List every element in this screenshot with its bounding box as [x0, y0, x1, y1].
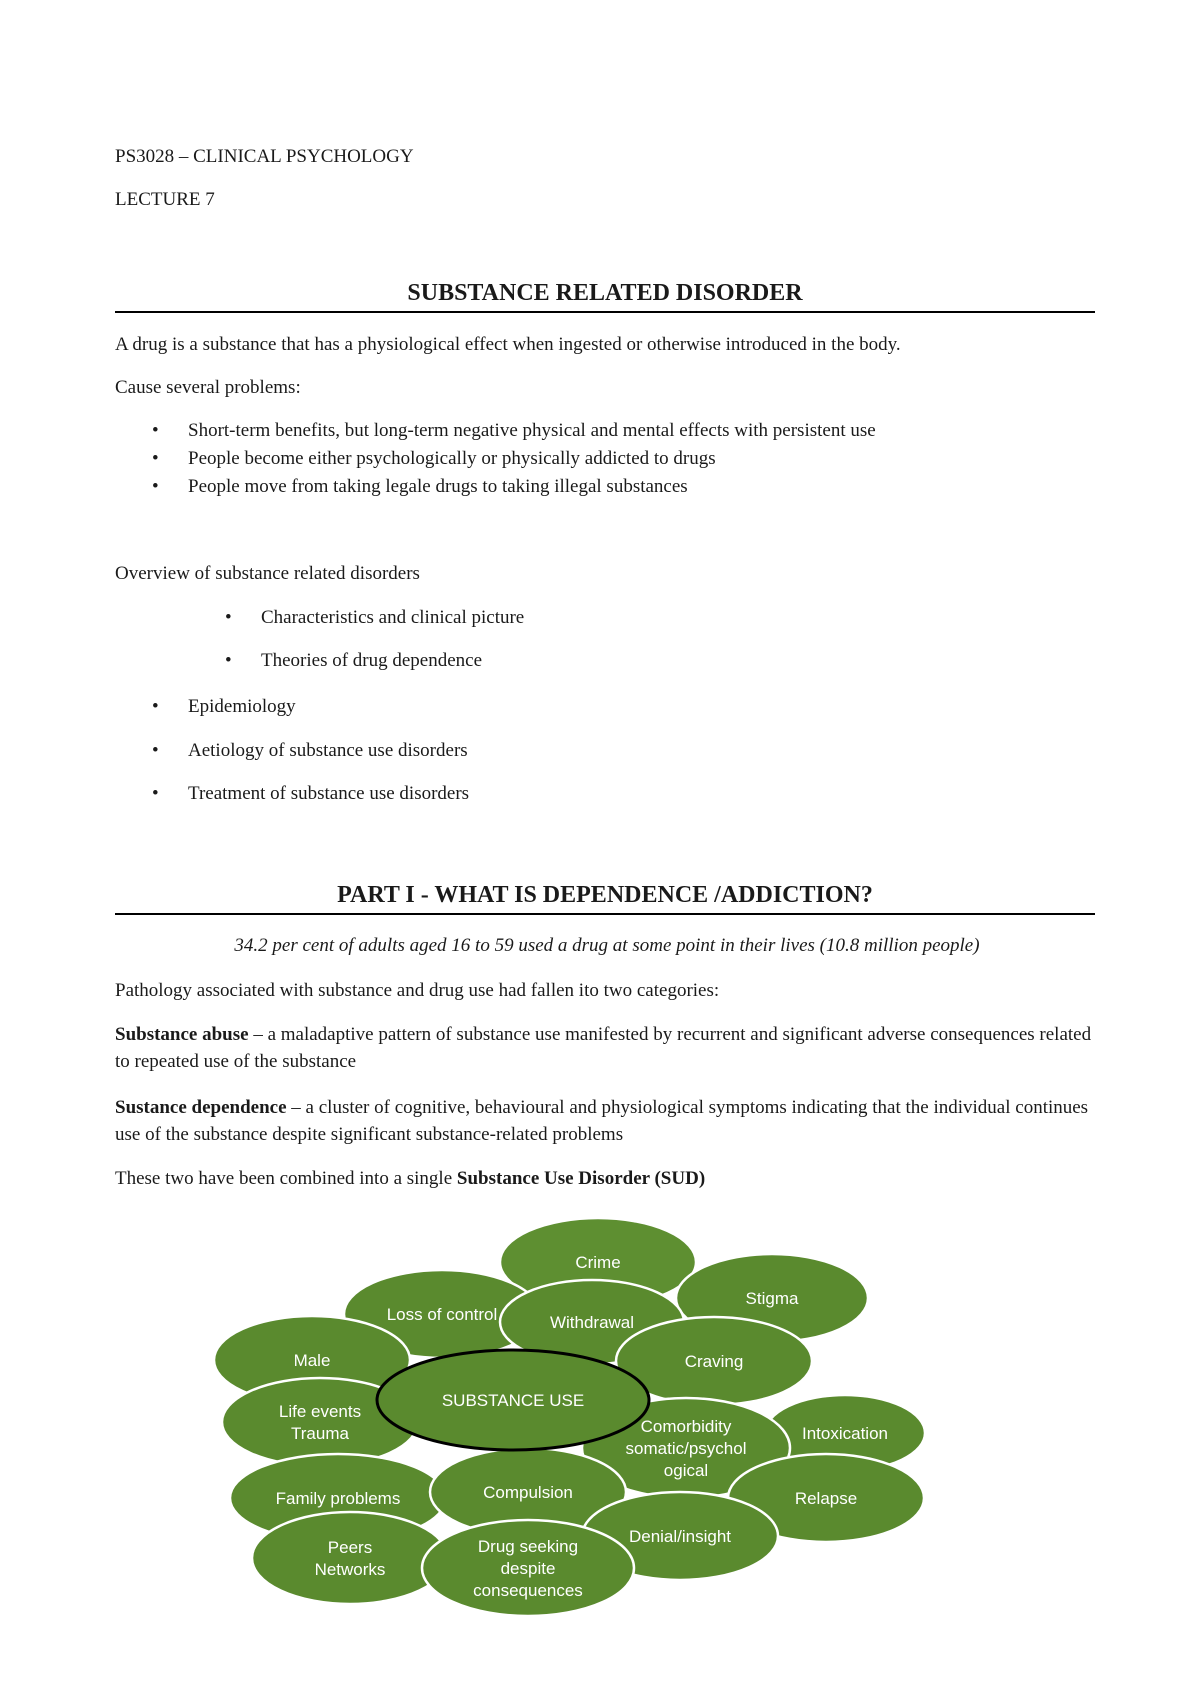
problem-item: Short-term benefits, but long-term negative physical and mental effects with persistent use	[188, 420, 876, 441]
node-compulsion-label: Compulsion	[483, 1483, 573, 1502]
node-stigma-label: Stigma	[745, 1289, 799, 1308]
lecture-label: LECTURE 7	[115, 189, 215, 210]
node-relapse-label: Relapse	[794, 1489, 858, 1508]
node-comorbidity-label: ogical	[663, 1461, 709, 1480]
center-node-label: SUBSTANCE USE	[441, 1391, 585, 1410]
substance-dependence-definition: – a cluster of cognitive, behavioural and physiological symptoms indicating that the individual continues use of the substance despite significant substance-related problems	[115, 1097, 1089, 1145]
node-craving-label: Craving	[684, 1352, 744, 1371]
node-comorbidity-label: somatic/psychol	[625, 1439, 747, 1458]
bullet-dot: •	[152, 696, 159, 717]
overview-sub-item: Characteristics and clinical picture	[261, 607, 525, 628]
overview-item: Epidemiology	[188, 696, 296, 717]
bullet-dot: •	[152, 448, 159, 469]
sud-term: Substance Use Disorder (SUD)	[456, 1168, 706, 1189]
node-drug-seeking	[422, 1520, 634, 1616]
course-title: PS3028 – CLINICAL PSYCHOLOGY	[115, 146, 414, 167]
node-intoxication-label: Intoxication	[802, 1424, 888, 1443]
usage-statistic: 34.2 per cent of adults aged 16 to 59 used a drug at some point in their lives (10.8 million people)	[234, 935, 980, 956]
node-male-label: Male	[293, 1351, 331, 1370]
overview-title: Overview of substance related disorders	[115, 563, 420, 584]
node-loss-of-control-label: Loss of control	[386, 1305, 498, 1324]
node-peers	[252, 1512, 448, 1604]
overview-item: Aetiology of substance use disorders	[188, 740, 468, 761]
node-peers-ellipse	[252, 1512, 448, 1604]
overview-item: Treatment of substance use disorders	[188, 783, 470, 804]
problems-intro: Cause several problems:	[115, 377, 301, 398]
node-peers-label: Networks	[314, 1560, 386, 1579]
problem-item: People move from taking legale drugs to taking illegal substances	[188, 476, 688, 497]
overview-sub-item: Theories of drug dependence	[261, 650, 483, 671]
bullet-dot: •	[225, 607, 232, 628]
bullet-dot: •	[152, 783, 159, 804]
node-life-events-label: Life events	[278, 1402, 362, 1421]
substance-dependence-term: Sustance dependence	[115, 1097, 287, 1118]
node-life-events-label: Trauma	[291, 1424, 349, 1443]
node-drug-seeking-label: Drug seeking	[477, 1537, 579, 1556]
node-comorbidity-label: Comorbidity	[640, 1417, 732, 1436]
node-drug-seeking-label: despite	[500, 1559, 556, 1578]
section1-heading: SUBSTANCE RELATED DISORDER	[115, 278, 1095, 313]
node-drug-seeking-label: consequences	[473, 1581, 583, 1600]
node-family-problems-label: Family problems	[275, 1489, 401, 1508]
node-crime-label: Crime	[575, 1253, 621, 1272]
bullet-dot: •	[152, 420, 159, 441]
drug-definition: A drug is a substance that has a physiological effect when ingested or otherwise introduced in the body.	[115, 334, 901, 355]
bullet-dot: •	[152, 740, 159, 761]
center-node	[377, 1350, 649, 1450]
node-peers-label: Peers	[327, 1538, 373, 1557]
sud-prefix: These two have been combined into a single	[115, 1168, 457, 1189]
substance-abuse-definition: – a maladaptive pattern of substance use manifested by recurrent and significant adverse consequences related to repeated use of the substance	[115, 1024, 1092, 1072]
node-denial-label: Denial/insight	[628, 1527, 732, 1546]
categories-intro: Pathology associated with substance and drug use had fallen ito two categories:	[115, 980, 720, 1001]
node-withdrawal-label: Withdrawal	[549, 1313, 635, 1332]
substance-abuse-term: Substance abuse	[115, 1024, 249, 1045]
bullet-dot: •	[225, 650, 232, 671]
section2-heading: PART I - WHAT IS DEPENDENCE /ADDICTION?	[115, 880, 1095, 915]
bullet-dot: •	[152, 476, 159, 497]
problem-item: People become either psychologically or physically addicted to drugs	[188, 448, 716, 469]
